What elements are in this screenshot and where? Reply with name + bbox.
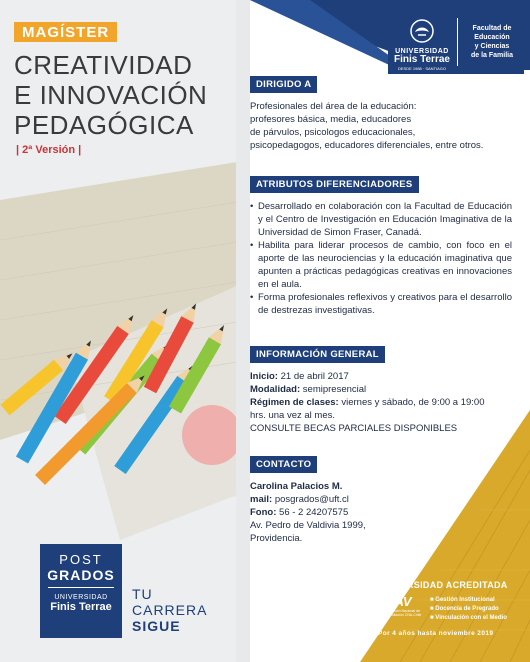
inicio-row: Inicio: 21 de abril 2017 [250, 371, 349, 382]
cna-mark: AV [394, 594, 412, 609]
becas-notice: CONSULTE BECAS PARCIALES DISPONIBLES [250, 423, 458, 434]
accreditation-footer: Por 4 años hasta noviembre 2019 [378, 630, 494, 637]
university-name: Finis Terrae [394, 54, 450, 65]
accreditation-block [378, 580, 518, 637]
contacto-text [250, 480, 512, 545]
postgrados-line3: UNIVERSIDAD [54, 594, 108, 601]
university-seal-icon [409, 18, 435, 44]
informacion-text [250, 370, 512, 435]
university-mark [388, 10, 456, 74]
tagline-line: SIGUE [132, 618, 181, 634]
dirigido-line: Profesionales del área de la educación: [250, 101, 417, 112]
title-line: E INNOVACIÓN [14, 80, 208, 110]
postgrados-line1: POST [59, 552, 103, 567]
tagline-line: CARRERA [132, 602, 208, 618]
contact-mail[interactable]: mail: posgrados@uft.cl [250, 494, 349, 505]
left-panel [0, 0, 238, 662]
university-logo [388, 10, 524, 74]
tagline [132, 586, 207, 634]
dirigido-text [250, 100, 512, 152]
dirigido-line: de párvulos, psicologos educacionales, [250, 127, 416, 138]
section-heading-dirigido: DIRIGIDO A [250, 76, 317, 93]
faculty-name [462, 24, 522, 60]
section-heading-atributos: ATRIBUTOS DIFERENCIADORES [250, 176, 419, 193]
logo-separator [457, 18, 458, 66]
version-label: | 2ª Versión | [16, 144, 82, 156]
regimen-row-cont: hrs. una vez al mes. [250, 410, 336, 421]
divider [48, 587, 114, 588]
list-item: • Desarrollado en colaboración con la Facultad de Educación y el Centro de Investigación en Educación Imaginativa de la Universidad de Simon Fraser, Canadá. [250, 200, 512, 239]
program-type-badge: MAGÍSTER [14, 22, 117, 42]
list-item: • Habilita para liderar procesos de cambio, con foco en el aporte de las neurociencias y la educación imaginativa que apunten a prácticas pedagógicas creativas en innovaciones en el aula. [250, 239, 512, 291]
tagline-line: TU [132, 586, 153, 602]
list-item: • Forma profesionales reflexivos y creativos para el desarrollo de destrezas investigativas. [250, 291, 512, 317]
accreditation-areas [430, 596, 507, 623]
university-label: UNIVERSIDAD [395, 48, 449, 55]
faculty-line: Facultad de [472, 25, 512, 32]
postgrados-line4: Finis Terrae [50, 601, 112, 613]
title-line: CREATIVIDAD [14, 50, 193, 80]
program-title [14, 50, 207, 140]
contact-address: Av. Pedro de Valdivia 1999, [250, 520, 366, 531]
faculty-line: Educación [474, 34, 510, 41]
accreditation-area: ■ Gestión Institucional [430, 597, 495, 603]
regimen-row: Régimen de clases: viernes y sábado, de 9:00 a 19:00 [250, 397, 485, 408]
contact-name: Carolina Palacios M. [250, 481, 343, 492]
cna-text: Comisión Nacional de Acreditación CNA-Chile [384, 609, 422, 617]
modalidad-row: Modalidad: semipresencial [250, 384, 367, 395]
divider-stripe [236, 0, 250, 662]
section-heading-informacion: INFORMACIÓN GENERAL [250, 346, 385, 363]
dirigido-line: profesores básica, media, educadores [250, 114, 412, 125]
accreditation-area: ■ Docencia de Pregrado [430, 606, 499, 612]
section-heading-contacto: CONTACTO [250, 456, 317, 473]
postgrados-logo [40, 544, 122, 638]
accreditation-area: ■ Vinculación con el Medio [430, 615, 507, 621]
faculty-line: de la Familia [470, 52, 514, 59]
university-small-text: DESDE 1988 · SANTIAGO [397, 66, 446, 71]
title-line: PEDAGÓGICA [14, 110, 194, 140]
contact-phone[interactable]: Fono: 56 - 2 24207575 [250, 507, 349, 518]
cna-logo [380, 594, 426, 624]
postgrados-line2: GRADOS [47, 567, 115, 583]
contact-address: Providencia. [250, 533, 303, 544]
pencils-illustration [0, 160, 238, 540]
faculty-line: y Ciencias [474, 43, 510, 50]
atributos-list [250, 200, 512, 317]
dirigido-line: psicopedagogos, educadores diferenciales, entre otros. [250, 140, 484, 151]
accreditation-title: UNIVERSIDAD ACREDITADA [378, 580, 508, 590]
